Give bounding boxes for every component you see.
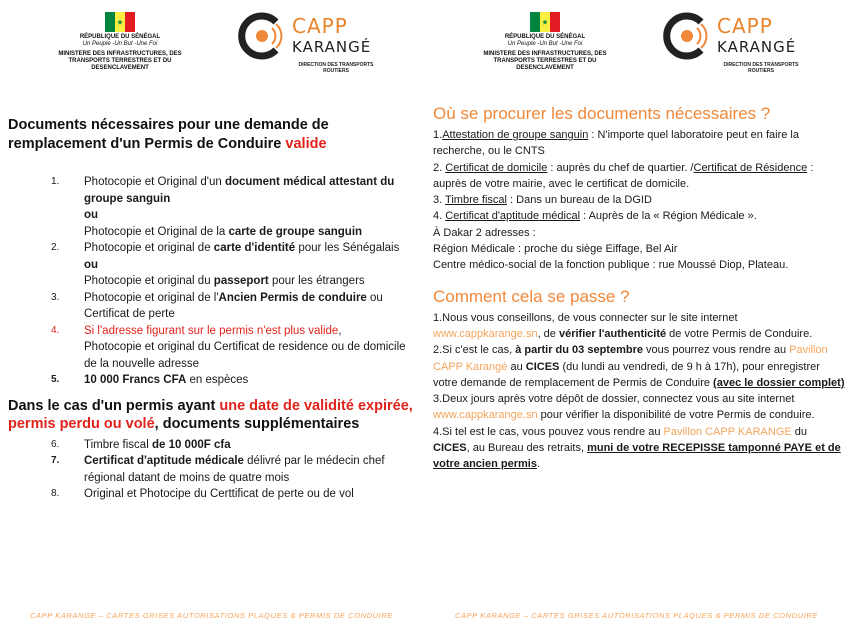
republic-block bbox=[465, 12, 625, 72]
list-item: 1. Photocopie et Original d'un document médical attestant du groupe sanguin ou Photocopie et Original de la carte de groupe sanguin bbox=[51, 176, 395, 238]
logo-subtitle: DIRECTION DES TRANSPORTS ROUTIERS bbox=[298, 62, 374, 74]
left-content bbox=[8, 116, 418, 503]
logo-word-capp: CAPP bbox=[292, 14, 348, 38]
capp-logo-icon bbox=[236, 10, 288, 62]
list-item: 2. Photocopie et original de carte d'identité pour les Sénégalais ou Photocopie et original du passeport pour les étrangers bbox=[51, 242, 400, 287]
section-title-expired: Dans le cas d'un permis ayant une date de validité expirée, permis perdu ou volé, documents supplémentaires bbox=[8, 397, 413, 432]
heading-where-documents: Où se procurer les documents nécessaires ? bbox=[433, 104, 771, 123]
ministry-name: MINISTERE DES INFRASTRUCTURES, DES TRANSPORTS TERRESTRES ET DU DESENCLAVEMENT bbox=[58, 51, 182, 71]
step-1: 1.Nous vous conseillons, de vous connecter sur le site internet www.cappkarange.sn, de vérifier l'authenticité de votre Permis de Conduire. bbox=[433, 311, 813, 340]
step-2: 2.Si c'est le cas, à partir du 03 septembre vous pourrez vous rendre au Pavillon CAPP Karangé au CICES (du lundi au vendredi, de 9 h à 17h), pour enregistrer votre demande de remplacement de Permis de Conduire (avec le dossier complet) bbox=[433, 344, 845, 389]
list-item: 3. Photocopie et original de l'Ancien Permis de conduire ou Certificat de perte bbox=[51, 291, 383, 320]
additional-document-list bbox=[8, 437, 418, 503]
source-fiscal-stamp: 3. Timbre fiscal : Dans un bureau de la DGID bbox=[433, 194, 652, 207]
website-link[interactable]: www.cappkarange.sn bbox=[433, 409, 538, 422]
republic-motto: Un Peuple -Un But -Une Foi bbox=[82, 41, 158, 47]
list-item: 8. Original et Photocipe du Certtificat de perte ou de vol bbox=[51, 488, 354, 500]
right-content bbox=[433, 104, 845, 473]
republic-block bbox=[40, 12, 200, 72]
page-header bbox=[425, 6, 850, 86]
page-header bbox=[0, 6, 425, 86]
page-footer: CAPP KARANGE – CARTES GRISES AUTORISATIONS PLAQUES & PERMIS DE CONDUIRE bbox=[455, 611, 818, 620]
website-link[interactable]: www.cappkarange.sn bbox=[433, 327, 538, 340]
logo-word-capp: CAPP bbox=[717, 14, 773, 38]
senegal-flag-icon bbox=[104, 12, 136, 32]
dakar-addresses-label: À Dakar 2 adresses : bbox=[433, 226, 536, 239]
source-blood-group: 1.Attestation de groupe sanguin : N'importe quel laboratoire peut en faire la recherche, ou le CNTS bbox=[433, 129, 799, 158]
logo-word-karange: KARANGÉ bbox=[717, 38, 797, 56]
document-list bbox=[8, 174, 418, 389]
logo-subtitle: DIRECTION DES TRANSPORTS ROUTIERS bbox=[723, 62, 799, 74]
source-medical: 4. Certificat d'aptitude médical : Auprès de la « Région Médicale ». bbox=[433, 210, 757, 223]
dakar-address-2: Centre médico-social de la fonction publique : rue Moussé Diop, Plateau. bbox=[433, 259, 789, 272]
logo-word-karange: KARANGÉ bbox=[292, 38, 372, 56]
dakar-address-1: Région Médicale : proche du siège Eiffage, Bel Air bbox=[433, 243, 678, 256]
source-domicile: 2. Certificat de domicile : auprès du chef de quartier. /Certificat de Résidence : auprès de votre mairie, avec le certificat de domicile. bbox=[433, 161, 814, 190]
section-title-valid: Documents nécessaires pour une demande de remplacement d'un Permis de Conduire valide bbox=[8, 117, 329, 152]
list-item: 4. Si l'adresse figurant sur le permis n'est plus valide, Photocopie et original du Certificat de residence ou de domicile de la nouvelle adresse bbox=[51, 324, 406, 370]
right-page bbox=[425, 0, 850, 637]
step-3: 3.Deux jours après votre dépôt de dossier, connectez vous au site internet www.cappkarange.sn pour vérifier la disponibilité de votre Permis de conduire. bbox=[433, 393, 815, 422]
republic-name: RÉPUBLIQUE DU SÉNÉGAL bbox=[79, 34, 161, 40]
list-item: 5. 10 000 Francs CFA en espèces bbox=[51, 374, 249, 386]
capp-karange-logo bbox=[236, 8, 386, 80]
list-item: 6. Timbre fiscal de 10 000F cfa bbox=[51, 438, 231, 451]
senegal-flag-icon bbox=[529, 12, 561, 32]
ministry-name: MINISTERE DES INFRASTRUCTURES, DES TRANSPORTS TERRESTRES ET DU DESENCLAVEMENT bbox=[483, 51, 607, 71]
capp-logo-icon bbox=[661, 10, 713, 62]
list-item: 7. Certificat d'aptitude médicale délivré par le médecin chef régional datant de moins de quatre mois bbox=[51, 455, 385, 484]
republic-motto: Un Peuple -Un But -Une Foi bbox=[507, 41, 583, 47]
heading-how-it-works: Comment cela se passe ? bbox=[433, 286, 630, 306]
republic-name: RÉPUBLIQUE DU SÉNÉGAL bbox=[504, 34, 586, 40]
step-4: 4.Si tel est le cas, vous pouvez vous rendre au Pavillon CAPP KARANGE du CICES, au Bureau des retraits, muni de votre RECEPISSE tamponné PAYE et de votre ancien permis. bbox=[433, 425, 841, 471]
capp-karange-logo bbox=[661, 8, 811, 80]
page-footer: CAPP KARANGE – CARTES GRISES AUTORISATIONS PLAQUES & PERMIS DE CONDUIRE bbox=[30, 611, 393, 620]
